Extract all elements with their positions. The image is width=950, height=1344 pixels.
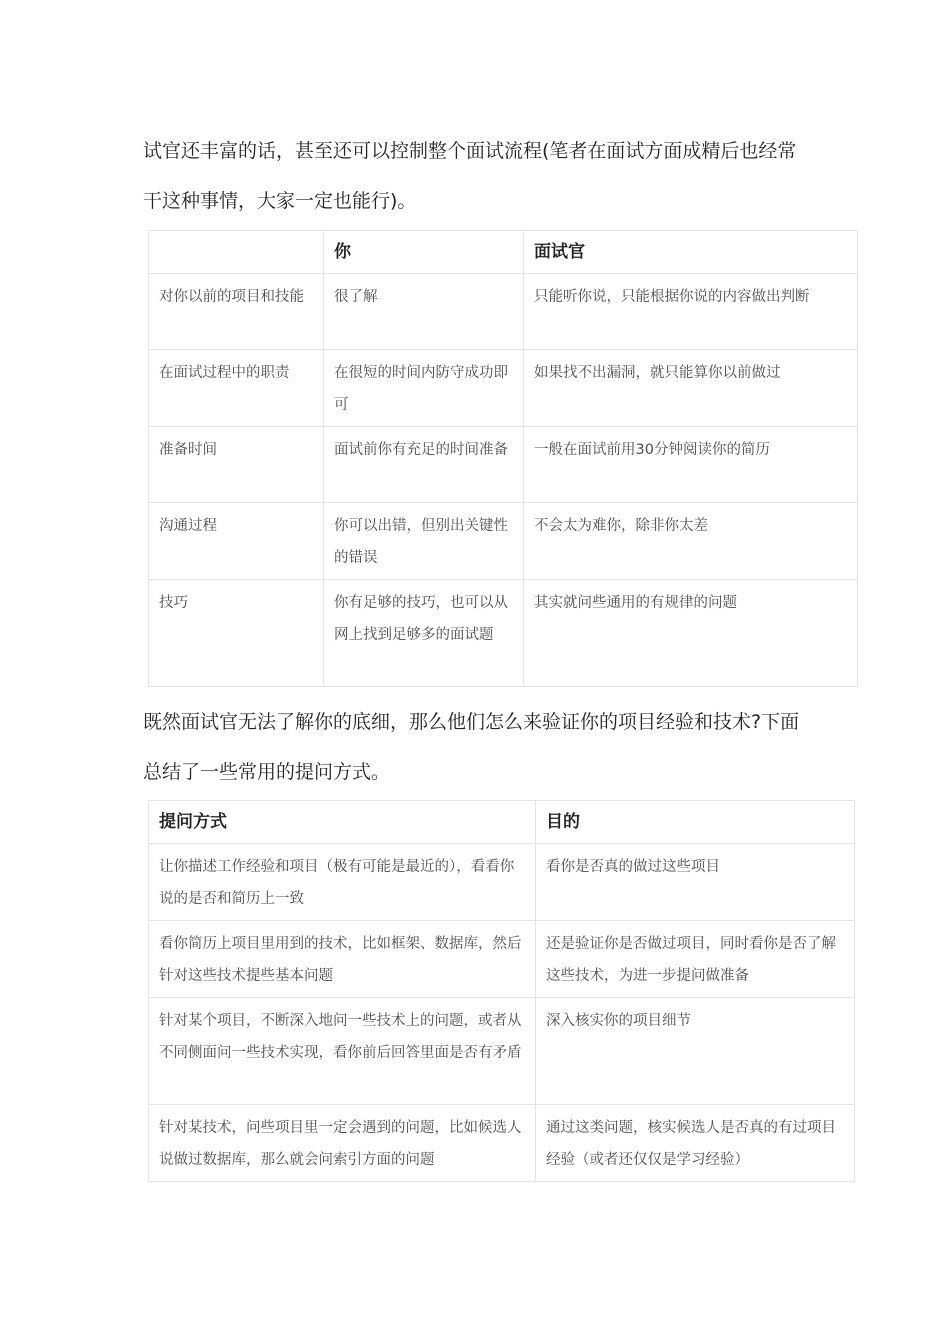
table-row bbox=[149, 998, 855, 1105]
table-cell: 对你以前的项目和技能 bbox=[149, 274, 324, 350]
middle-line-1: 既然面试官无法了解你的底细，那么他们怎么来验证你的项目经验和技术?下面 bbox=[143, 711, 800, 733]
table-row bbox=[149, 580, 858, 687]
table-cell: 让你描述工作经验和项目（极有可能是最近的），看看你说的是否和简历上一致 bbox=[149, 844, 536, 921]
table-cell: 你可以出错，但别出关键性的错误 bbox=[324, 503, 524, 580]
table-header-row bbox=[149, 231, 858, 274]
table-cell: 通过这类问题，核实候选人是否真的有过项目经验（或者还仅仅是学习经验） bbox=[536, 1105, 855, 1182]
table-cell: 还是验证你是否做过项目，同时看你是否了解这些技术，为进一步提问做准备 bbox=[536, 921, 855, 998]
table-header-cell: 面试官 bbox=[524, 231, 858, 274]
table-cell: 看你简历上项目里用到的技术，比如框架、数据库，然后针对这些技术提些基本问题 bbox=[149, 921, 536, 998]
table-cell: 深入核实你的项目细节 bbox=[536, 998, 855, 1105]
table-cell: 沟通过程 bbox=[149, 503, 324, 580]
table-row bbox=[149, 844, 855, 921]
table-row bbox=[149, 921, 855, 998]
table-cell: 准备时间 bbox=[149, 427, 324, 503]
table-cell: 看你是否真的做过这些项目 bbox=[536, 844, 855, 921]
table-header-cell bbox=[149, 231, 324, 274]
table-cell: 一般在面试前用30分钟阅读你的简历 bbox=[524, 427, 858, 503]
table-header-cell: 目的 bbox=[536, 801, 855, 844]
table-row bbox=[149, 503, 858, 580]
table-cell: 其实就问些通用的有规律的问题 bbox=[524, 580, 858, 687]
table-cell: 在很短的时间内防守成功即可 bbox=[324, 350, 524, 427]
table-row bbox=[149, 274, 858, 350]
table-cell: 很了解 bbox=[324, 274, 524, 350]
table-header-cell: 提问方式 bbox=[149, 801, 536, 844]
intro-line-2: 干这种事情，大家一定也能行)。 bbox=[143, 190, 417, 212]
comparison-table bbox=[148, 230, 858, 687]
table-cell: 面试前你有充足的时间准备 bbox=[324, 427, 524, 503]
table-row bbox=[149, 427, 858, 503]
table-header-cell: 你 bbox=[324, 231, 524, 274]
table-cell: 针对某个项目，不断深入地问一些技术上的问题，或者从不同侧面问一些技术实现，看你前后回答里面是否有矛盾 bbox=[149, 998, 536, 1105]
table-row bbox=[149, 350, 858, 427]
table-cell: 如果找不出漏洞，就只能算你以前做过 bbox=[524, 350, 858, 427]
question-methods-table bbox=[148, 800, 855, 1182]
table-header-row bbox=[149, 801, 855, 844]
table-row bbox=[149, 1105, 855, 1182]
table-cell: 只能听你说，只能根据你说的内容做出判断 bbox=[524, 274, 858, 350]
middle-line-2: 总结了一些常用的提问方式。 bbox=[143, 761, 391, 783]
table-cell: 针对某技术，问些项目里一定会遇到的问题，比如候选人说做过数据库，那么就会问索引方面的问题 bbox=[149, 1105, 536, 1182]
middle-paragraph bbox=[143, 697, 833, 797]
intro-line-1: 试官还丰富的话，甚至还可以控制整个面试流程(笔者在面试方面成精后也经常 bbox=[143, 140, 797, 162]
intro-paragraph bbox=[143, 126, 833, 226]
table-cell: 你有足够的技巧，也可以从网上找到足够多的面试题 bbox=[324, 580, 524, 687]
table-cell: 技巧 bbox=[149, 580, 324, 687]
table-cell: 不会太为难你，除非你太差 bbox=[524, 503, 858, 580]
table-cell: 在面试过程中的职责 bbox=[149, 350, 324, 427]
